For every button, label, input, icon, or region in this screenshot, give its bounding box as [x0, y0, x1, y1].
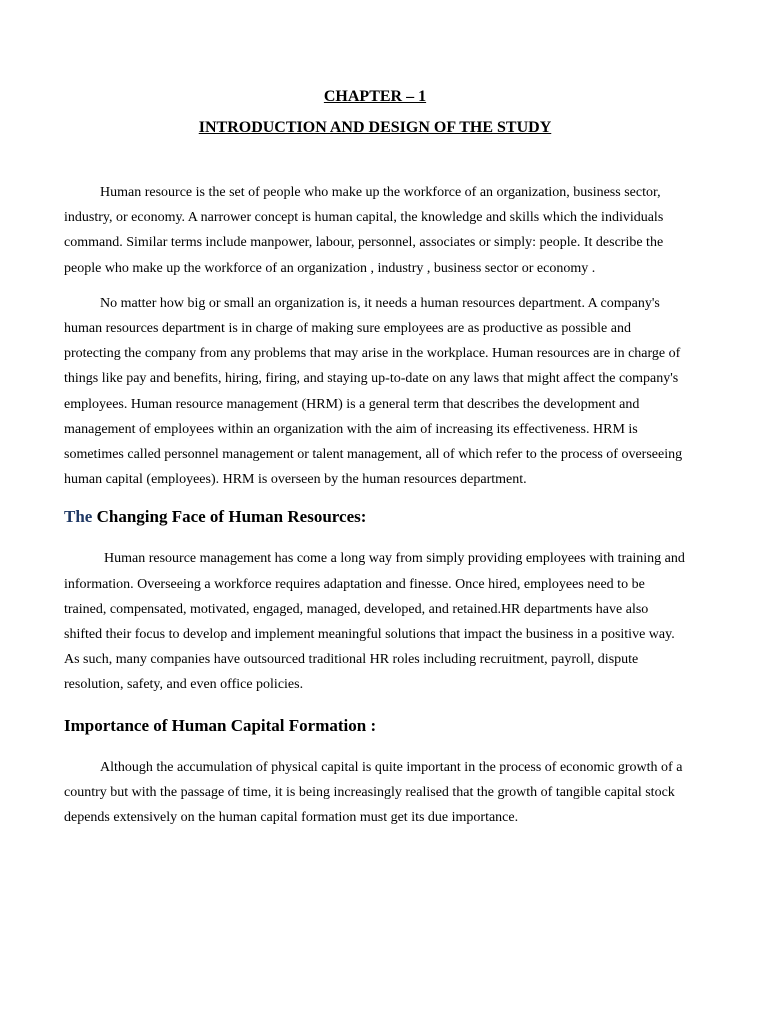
- hr-department-paragraph: No matter how big or small an organization is, it needs a human resources department. A company's human resources department is in charge of making sure employees are as productive as possible and protecting the company from any problems that may arise in the workplace. Human resources are in charge of things like pay and benefits, hiring, firing, and staying up-to-date on any laws that might affect the company's employees. Human resource management (HRM) is a general term that describes the development and management of employees within an organization with the aim of increasing its effectiveness. HRM is sometimes called personnel management or talent management, all of which refer to the process of overseeing human capital (employees). HRM is overseen by the human resources department.: [64, 295, 683, 488]
- section-heading-human-capital: Importance of Human Capital Formation :: [64, 715, 377, 735]
- intro-paragraph: Human resource is the set of people who make up the workforce of an organization, business sector, industry, or economy. A narrower concept is human capital, the knowledge and skills which the individuals command. Similar terms include manpower, labour, personnel, associates or simply: people. It describe the people who make up the workforce of an organization , industry , business sector or economy .: [64, 185, 664, 276]
- section-heading-prefix: The: [64, 507, 93, 527]
- changing-face-paragraph: Human resource management has come a long way from simply providing employees with training and information. Overseeing a workforce requires adaptation and finesse. Once hired, employees need to be trained, compensated, motivated, engaged, managed, developed, and retained.HR departments have also shifted their focus to develop and implement meaningful solutions that impact the business in a positive way. As such, many companies have outsourced traditional HR roles including recruitment, payroll, dispute resolution, safety, and even office policies.: [64, 551, 685, 693]
- section-heading-text: Changing Face of Human Resources:: [92, 507, 367, 527]
- section-heading-changing-face: [64, 506, 686, 528]
- human-capital-paragraph: Although the accumulation of physical capital is quite important in the process of economic growth of a country but with the passage of time, it is being increasingly realised that the growth of tangible capital stock depends extensively on the human capital formation must get its due importance.: [64, 759, 683, 826]
- chapter-title: CHAPTER – 1: [323, 88, 427, 105]
- chapter-subtitle: INTRODUCTION AND DESIGN OF THE STUDY: [198, 119, 552, 136]
